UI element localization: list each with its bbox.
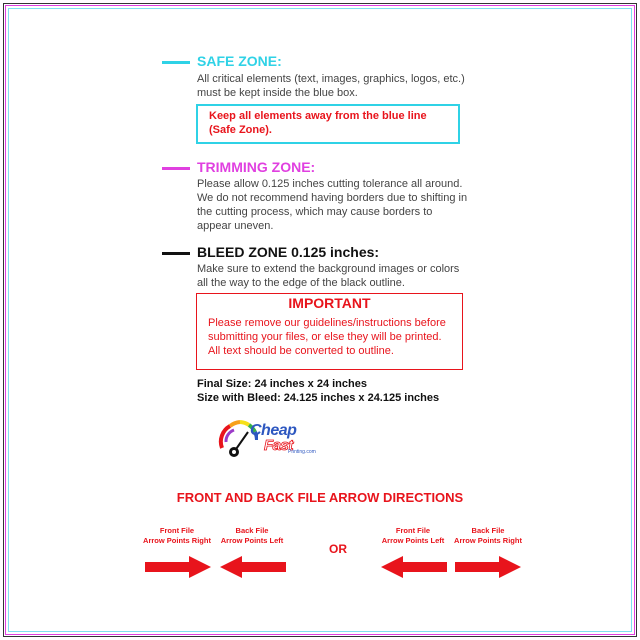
trimming-zone-line-1: Please allow 0.125 inches cutting tolerance all around. — [197, 178, 463, 190]
group-1-back-label — [207, 526, 297, 546]
safe-zone-line-2: must be kept inside the blue box. — [197, 87, 358, 99]
safe-zone-line — [162, 61, 190, 64]
group-1-front-line-1: Front File — [159, 526, 195, 535]
trimming-zone-title: TRIMMING ZONE: — [197, 159, 316, 175]
logo-word-2: Fast — [264, 437, 293, 454]
trimming-zone-line-3: the cutting process, which may cause borders to — [197, 206, 433, 218]
group-2-front-line-2: Arrow Points Left — [381, 536, 445, 545]
important-box — [196, 293, 463, 370]
group-2-front-line-1: Front File — [395, 526, 431, 535]
group-1-back-line-2: Arrow Points Left — [220, 536, 284, 545]
bleed-zone-line-1: Make sure to extend the background images or colors — [197, 263, 460, 275]
bleed-zone-line — [162, 252, 190, 255]
important-title: IMPORTANT — [288, 295, 371, 311]
group-1-front-arrow-right-icon — [145, 556, 211, 578]
trimming-zone-line-4: appear uneven. — [197, 220, 274, 232]
safe-box-line-1: Keep all elements away from the blue line — [209, 110, 427, 122]
group-2-back-label — [443, 526, 533, 546]
group-2-back-arrow-right-icon — [455, 556, 521, 578]
logo-word-1: Cheap — [250, 422, 297, 439]
safe-zone-title: SAFE ZONE: — [197, 53, 282, 69]
safe-zone-line-1: All critical elements (text, images, graphics, logos, etc.) — [197, 73, 465, 85]
bleed-size: Size with Bleed: 24.125 inches x 24.125 inches — [197, 392, 440, 404]
trimming-zone-line-2: We do not recommend having borders due to shifting in — [197, 192, 468, 204]
logo-word-3: Printing.com — [288, 449, 316, 455]
trimming-zone-line — [162, 167, 190, 170]
group-1-front-line-2: Arrow Points Right — [143, 536, 211, 545]
directions-title: FRONT AND BACK FILE ARROW DIRECTIONS — [176, 490, 464, 505]
group-1-back-line-1: Back File — [235, 526, 269, 535]
group-1-back-arrow-left-icon — [220, 556, 286, 578]
or-label: OR — [329, 542, 347, 556]
company-logo — [218, 416, 318, 466]
safe-box-line-2: (Safe Zone). — [209, 124, 272, 136]
group-2-back-line-1: Back File — [471, 526, 505, 535]
group-2-back-line-2: Arrow Points Right — [454, 536, 522, 545]
important-line-1: Please remove our guidelines/instructions before — [208, 317, 446, 329]
safe-zone-box — [196, 104, 460, 144]
important-line-2: submitting your files, or else they will be printed. — [208, 331, 442, 343]
bleed-zone-line-2: all the way to the edge of the black outline. — [197, 277, 405, 289]
group-2-front-arrow-left-icon — [381, 556, 447, 578]
important-line-3: All text should be converted to outline. — [208, 345, 394, 357]
final-size: Final Size: 24 inches x 24 inches — [197, 378, 367, 390]
bleed-zone-title: BLEED ZONE 0.125 inches: — [197, 244, 380, 260]
important-text — [208, 316, 446, 358]
